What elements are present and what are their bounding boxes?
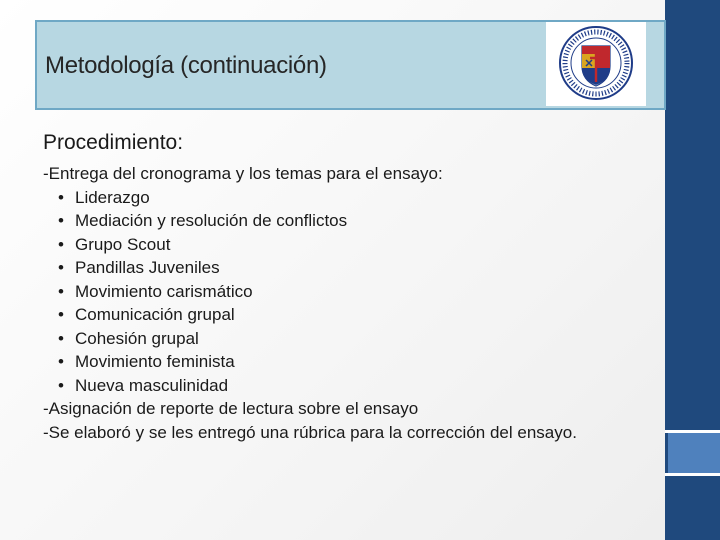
topic-list <box>43 186 623 398</box>
bullet-icon: • <box>58 211 64 230</box>
bullet-icon: • <box>58 305 64 324</box>
section-heading: Procedimiento: <box>43 131 184 154</box>
closing-line: -Asignación de reporte de lectura sobre el ensayo <box>43 399 419 418</box>
bullet-icon: • <box>58 187 64 207</box>
bullet-icon: • <box>58 281 64 301</box>
slide-title: Metodología (continuación) <box>45 52 327 79</box>
list-item: • Cohesión grupal <box>43 327 623 351</box>
bullet-icon: • <box>58 258 64 277</box>
slide-body <box>43 162 623 444</box>
list-item: • Liderazgo <box>43 186 623 210</box>
closing-line: -Se elaboró y se les entregó una rúbrica para la corrección del ensayo. <box>43 422 577 442</box>
bullet-icon: • <box>58 234 64 254</box>
university-logo <box>546 22 646 106</box>
bullet-icon: • <box>58 328 64 348</box>
list-item: • Comunicación grupal <box>43 303 623 327</box>
list-item: • Movimiento carismático <box>43 280 623 304</box>
bullet-icon: • <box>58 352 64 371</box>
university-seal-icon <box>546 22 646 106</box>
side-bar-accent <box>668 433 720 473</box>
intro-line: -Entrega del cronograma y los temas para el ensayo: <box>43 164 443 183</box>
list-item: • Pandillas Juveniles <box>43 256 623 280</box>
list-item: • Mediación y resolución de conflictos <box>43 209 623 233</box>
list-item: • Nueva masculinidad <box>43 374 623 398</box>
bullet-icon: • <box>58 375 64 395</box>
list-item: • Grupo Scout <box>43 233 623 257</box>
list-item: • Movimiento feminista <box>43 350 623 374</box>
side-bar-divider <box>665 473 720 476</box>
